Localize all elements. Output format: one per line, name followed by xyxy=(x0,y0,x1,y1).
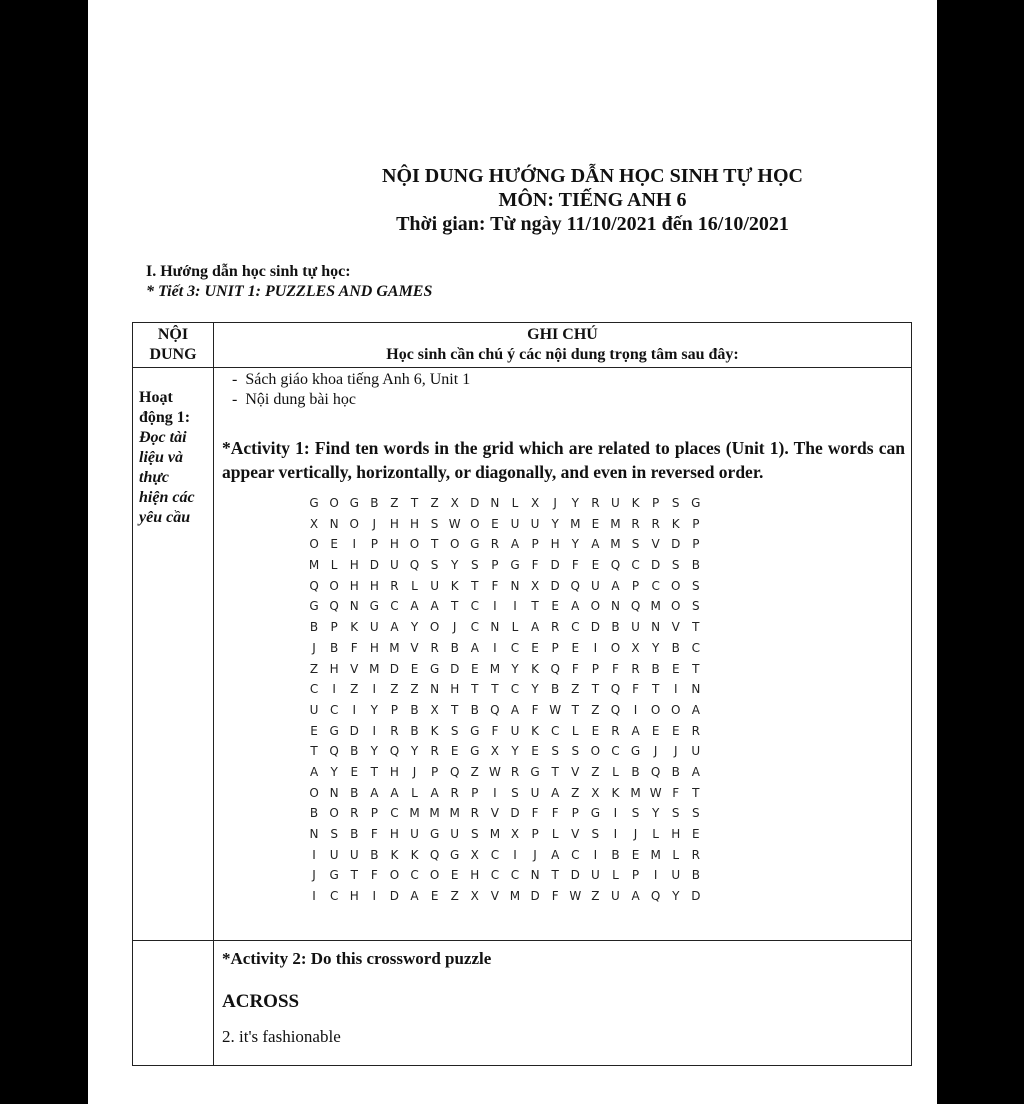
header-cell-content xyxy=(133,323,214,368)
table-row xyxy=(133,941,912,1066)
list-item: - Nội dung bài học xyxy=(248,390,905,410)
header-noi: NỘI xyxy=(157,326,189,343)
header-ghi-chu: GHI CHÚ xyxy=(527,326,598,343)
grid-row: O N B A A L A R P I S U A Z X K M W F T xyxy=(309,785,700,800)
grid-row: A Y E T H J P Q Z W R G T V Z L B Q B A xyxy=(309,764,700,779)
title-line-3: Thời gian: Từ ngày 11/10/2021 đến 16/10/2021 xyxy=(396,213,789,235)
grid-row: I U U B K K Q G X C I J A C I B E M L R xyxy=(312,847,700,862)
activity-desc-5: yêu cầu xyxy=(139,509,191,526)
grid-row: G Q N G C A A T C I I T E A O N Q M O S xyxy=(309,599,700,614)
clue-2: 2. it's fashionable xyxy=(222,1027,341,1046)
activity-desc-4: hiện các xyxy=(139,489,195,506)
activity-label-cell xyxy=(133,368,214,941)
empty-label-cell xyxy=(133,941,214,1066)
section-title: I. Hướng dẫn học sinh tự học: xyxy=(146,263,351,280)
grid-row: J B F H M V R B A I C E P E I O X Y B C xyxy=(312,640,701,655)
activity-desc-2: liệu và xyxy=(139,449,183,466)
grid-row: E G D I R B K S G F U K C L E R A E E R xyxy=(310,723,700,738)
lesson-title: * Tiết 3: UNIT 1: PUZZLES AND GAMES xyxy=(146,283,433,300)
grid-row: Q O H H R L U K T F N X D Q U A P C O S xyxy=(309,578,700,593)
document-title xyxy=(88,164,937,236)
grid-row: J G T F O C O E H C C N T D U L P I U B xyxy=(312,868,700,883)
activity-label-2: động 1: xyxy=(139,409,191,426)
grid-row: B P K U A Y O J C N L A R C D B U N V T xyxy=(309,620,700,635)
grid-row: B O R P C M M M R V D F F P G I S Y S S xyxy=(309,806,700,821)
grid-row: G O G B Z T Z X D N L X J Y R U K P S G xyxy=(309,496,701,510)
title-line-2: MÔN: TIẾNG ANH 6 xyxy=(498,189,687,211)
section-heading xyxy=(146,262,432,302)
activity-2-cell xyxy=(214,941,912,1066)
grid-row: U C I Y P B X T B Q A F W T Z Q I O O A xyxy=(309,702,700,717)
across-heading: ACROSS xyxy=(222,991,300,1012)
grid-row: O E I P H O T O G R A P H Y A M S V D P xyxy=(309,537,700,552)
activity-label-1: Hoạt xyxy=(139,389,173,406)
table-header-row xyxy=(133,323,912,368)
grid-row: Z H V M D E G D E M Y K Q F P F R B E T xyxy=(309,661,700,676)
grid-row: T Q B Y Q Y R E G X Y E S S O C G J J U xyxy=(310,744,701,759)
header-dung: DUNG xyxy=(149,346,197,363)
grid-row: C I Z I Z Z N H T T C Y B Z T Q F T I N xyxy=(309,682,701,697)
grid-row: X N O J H H S W O E U U Y M E M R R K P xyxy=(309,516,700,531)
header-cell-notes xyxy=(214,323,912,368)
grid-row: M L H D U Q S Y S P G F D F E Q C D S B xyxy=(308,558,700,573)
list-item: - Sách giáo khoa tiếng Anh 6, Unit 1 xyxy=(248,370,905,390)
activity-content-cell xyxy=(214,368,912,941)
table-row xyxy=(133,368,912,941)
word-search-grid xyxy=(304,496,905,910)
grid-row: N S B F H U G U S M X P L V S I J L H E xyxy=(309,827,700,841)
document-page xyxy=(88,0,937,1104)
activity-1-instructions: *Activity 1: Find ten words in the grid which are related to places (Unit 1). The words can appear vertically, horizontally, or diagonally, and even in reversed order. xyxy=(222,438,905,482)
header-notes-subtitle: Học sinh cần chú ý các nội dung trọng tâm sau đây: xyxy=(386,346,739,363)
activity-desc-1: Đọc tài xyxy=(139,429,187,446)
title-line-1: NỘI DUNG HƯỚNG DẪN HỌC SINH TỰ HỌC xyxy=(382,165,803,187)
activity-2-instructions: *Activity 2: Do this crossword puzzle xyxy=(222,949,492,968)
guide-table xyxy=(132,322,912,1066)
activity-desc-3: thực xyxy=(139,469,170,486)
grid-row: I C H I D A E Z X V M D F W Z U A Q Y D xyxy=(312,889,701,904)
materials-list xyxy=(222,370,905,410)
